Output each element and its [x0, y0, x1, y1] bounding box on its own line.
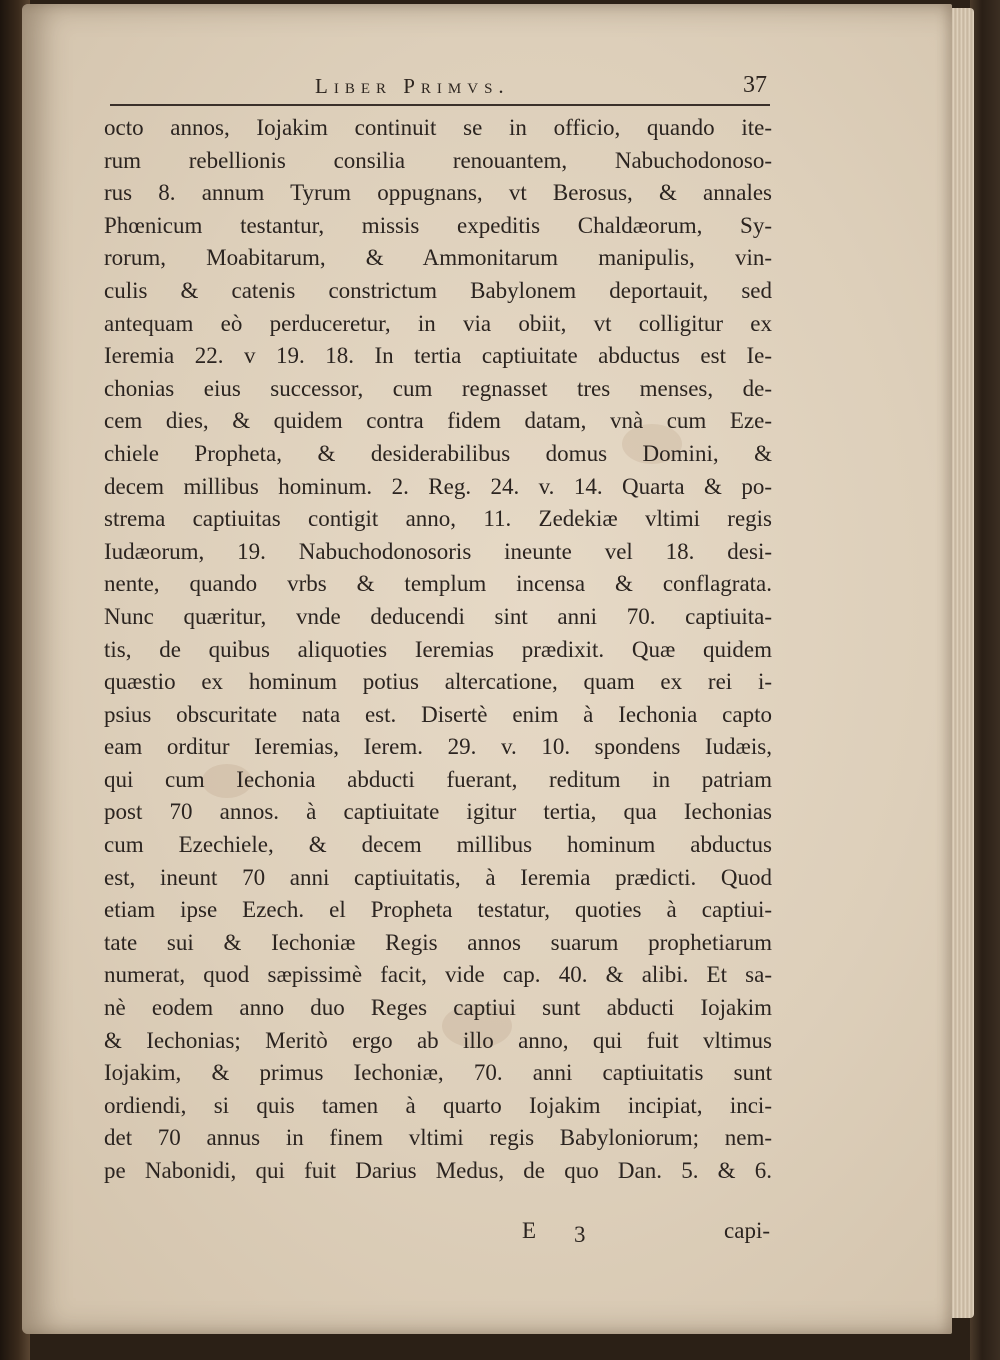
text-line: quæstio ex hominum potius altercatione, quam ex rei i- [104, 669, 772, 695]
text-line: chonias eius successor, cum regnasset tres menses, de- [104, 375, 772, 401]
text-line: Iojakim, & primus Iechoniæ, 70. anni captiuitatis sunt [104, 1060, 772, 1086]
text-line: eam orditur Ieremias, Ierem. 29. v. 10. spondens Iudæis, [104, 734, 772, 760]
text-line: antequam eò perduceretur, in via obiit, vt colligitur ex [104, 310, 772, 336]
text-line: Ieremia 22. v 19. 18. In tertia captiuitate abductus est Ie- [104, 343, 772, 369]
text-line: nè eodem anno duo Reges captiui sunt abducti Iojakim [104, 995, 772, 1021]
text-line: nente, quando vrbs & templum incensa & conflagrata. [104, 571, 772, 597]
text-line: tate sui & Iechoniæ Regis annos suarum prophetiarum [104, 929, 772, 955]
text-line: Iudæorum, 19. Nabuchodonosoris ineunte vel 18. desi- [104, 538, 772, 564]
text-line: tis, de quibus aliquoties Ieremias prædixit. Quæ quidem [104, 636, 772, 662]
text-line: etiam ipse Ezech. el Propheta testatur, quoties à captiui- [104, 897, 772, 923]
page-footer [104, 1218, 772, 1250]
page-edges [952, 8, 974, 1318]
text-line: numerat, quod sæpissimè facit, vide cap. 40. & alibi. Et sa- [104, 962, 772, 988]
text-line: culis & catenis constrictum Babylonem deportauit, sed [104, 277, 772, 303]
text-line: ordiendi, si quis tamen à quarto Iojakim incipiat, inci- [104, 1092, 772, 1118]
signature-number: 3 [574, 1222, 586, 1247]
text-line: decem millibus hominum. 2. Reg. 24. v. 14. Quarta & po- [104, 473, 772, 499]
text-line: cum Ezechiele, & decem millibus hominum abductus [104, 832, 772, 858]
signature-mark: E [522, 1218, 539, 1243]
text-line: post 70 annos. à captiuitate igitur tertia, qua Iechonias [104, 799, 772, 825]
page-number: 37 [743, 72, 767, 98]
text-line: Phœnicum testantur, missis expeditis Chaldæorum, Sy- [104, 212, 772, 238]
text-line: qui cum Iechonia abducti fuerant, reditum in patriam [104, 766, 772, 792]
text-line: Nunc quæritur, vnde deducendi sint anni 70. captiuita- [104, 603, 772, 629]
header-rule [110, 104, 770, 106]
text-line: octo annos, Iojakim continuit se in officio, quando ite- [104, 115, 772, 140]
text-line: rorum, Moabitarum, & Ammonitarum manipulis, vin- [104, 245, 772, 271]
text-line: est, ineunt 70 anni captiuitatis, à Ieremia prædicti. Quod [104, 864, 772, 890]
body-text [104, 112, 772, 1188]
text-line: pe Nabonidi, qui fuit Darius Medus, de quo Dan. 5. & 6. [104, 1158, 772, 1183]
text-line: cem dies, & quidem contra fidem datam, vnà cum Eze- [104, 408, 772, 434]
text-line: & Iechonias; Meritò ergo ab illo anno, qui fuit vltimus [104, 1027, 772, 1053]
book-cover-right [970, 0, 1000, 1360]
catchword: capi- [724, 1218, 770, 1243]
text-line: rum rebellionis consilia renouantem, Nabuchodonoso- [104, 147, 772, 173]
text-line: rus 8. annum Tyrum oppugnans, vt Berosus, & annales [104, 180, 772, 206]
text-line: strema captiuitas contigit anno, 11. Zedekiæ vltimi regis [104, 506, 772, 532]
text-line: chiele Propheta, & desiderabilibus domus Domini, & [104, 440, 772, 466]
text-line: det 70 annus in finem vltimi regis Babyloniorum; nem- [104, 1125, 772, 1151]
text-line: psius obscuritate nata est. Disertè enim à Iechonia capto [104, 701, 772, 727]
page-header [110, 74, 775, 104]
running-title: Liber Primvs. [315, 74, 510, 98]
